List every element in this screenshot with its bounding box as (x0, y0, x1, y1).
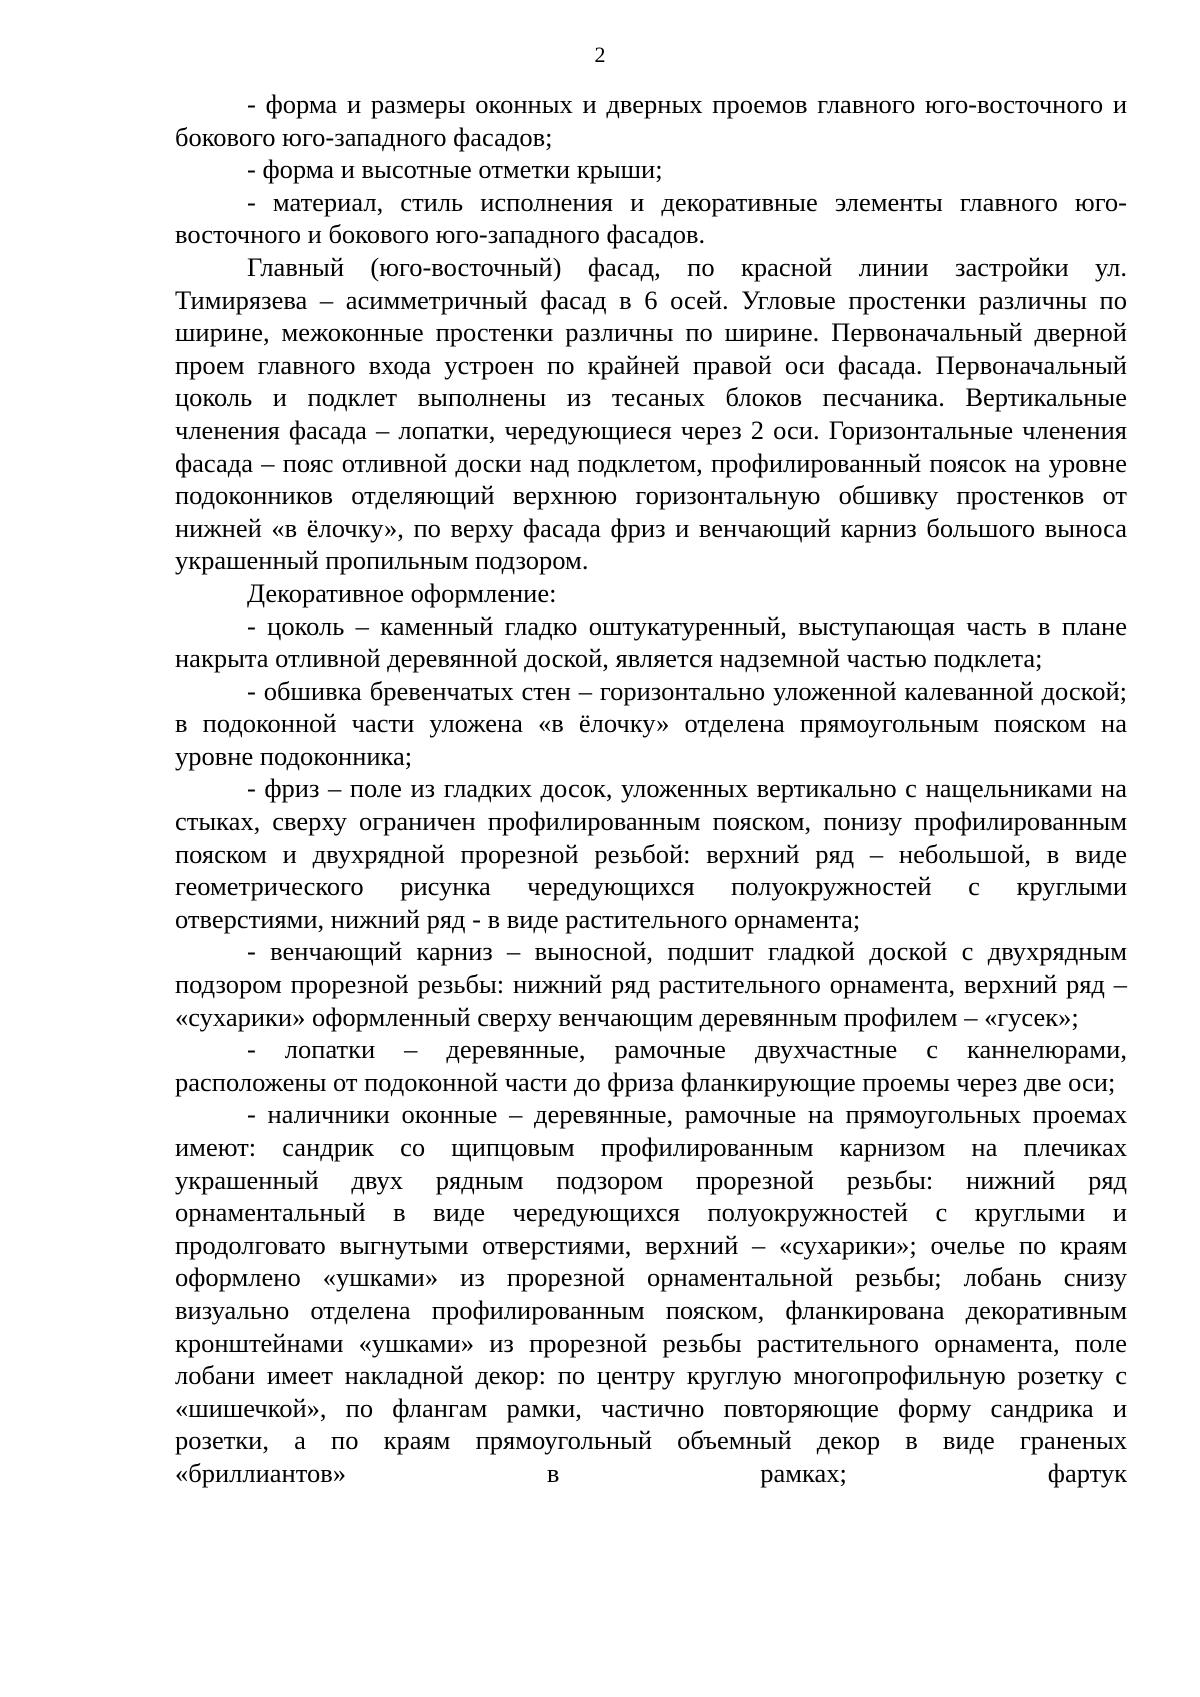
paragraph: - обшивка бревенчатых стен – горизонтально уложенной калеванной доской; в подоконной части уложена «в ёлочку» отделена прямоугольным пояском на уровне подоконника; (175, 675, 1127, 771)
page-number: 2 (594, 42, 606, 67)
paragraph: - наличники оконные – деревянные, рамочные на прямоугольных проемах имеют: сандрик со щипцовым профилированным карнизом на плечиках украшенный двух рядным подзором прорезной резьбы: нижний ряд орнаментальный в виде чередующихся полуокружностей с круглыми и продолговато выгнутыми отверстиями, верхний – «сухарики»; очелье по краям оформлено «ушками» из прорезной орнаментальной резьбы; лобань снизу визуально отделена профилированным пояском, фланкирована декоративным кронштейнами «ушками» из прорезной резьбы растительного орнамента, поле лобани имеет накладной декор: по центру круглую многопрофильную розетку с «шишечкой», по флангам рамки, частично повторяющие форму сандрика и розетки, а по краям прямоугольный объемный декор в виде граненых «бриллиантов» в рамках; фартук (175, 1099, 1127, 1488)
paragraph: - форма и высотные отметки крыши; (247, 154, 663, 185)
paragraph: - фриз – поле из гладких досок, уложенных вертикально с нащельниками на стыках, сверху ограничен профилированным пояском, понизу профилированным пояском и двухрядной прорезной резьбой: верхний ряд – небольшой, в виде геометрического рисунка чередующихся полуокружностей с круглыми отверстиями, нижний ряд - в виде растительного орнамента; (175, 773, 1127, 934)
paragraph: Главный (юго-восточный) фасад, по красной линии застройки ул. Тимирязева – асимметричный фасад в 6 осей. Угловые простенки различны по ширине, межоконные простенки различны по ширине. Первоначальный дверной проем главного входа устроен по крайней правой оси фасада. Первоначальный цоколь и подклет выполнены из тесаных блоков песчаника. Вертикальные членения фасада – лопатки, чередующиеся через 2 оси. Горизонтальные членения фасада – пояс отливной доски над подклетом, профилированный поясок на уровне подоконников отделяющий верхнюю горизонтальную обшивку простенков от нижней «в ёлочку», по верху фасада фриз и венчающий карниз большого выноса украшенный пропильным подзором. (175, 251, 1127, 576)
paragraph: Декоративное оформление: (247, 577, 557, 608)
document-body (175, 88, 1127, 1490)
paragraph: - лопатки – деревянные, рамочные двухчастные с каннелюрами, расположены от подоконной части до фриза фланкирующие проемы через две оси; (175, 1034, 1127, 1097)
paragraph: - материал, стиль исполнения и декоративные элементы главного юго-восточного и бокового юго-западного фасадов. (175, 186, 1127, 250)
paragraph: - форма и размеры оконных и дверных проемов главного юго-восточного и бокового юго-западного фасадов; (175, 89, 1127, 152)
paragraph: - венчающий карниз – выносной, подшит гладкой доской с двухрядным подзором прорезной резьбы: нижний ряд растительного орнамента, верхний ряд – «сухарики» оформленный сверху венчающим деревянным профилем – «гусек»; (175, 936, 1127, 1032)
paragraph: - цоколь – каменный гладко оштукатуренный, выступающая часть в плане накрыта отливной деревянной доской, является надземной частью подклета; (175, 610, 1127, 674)
